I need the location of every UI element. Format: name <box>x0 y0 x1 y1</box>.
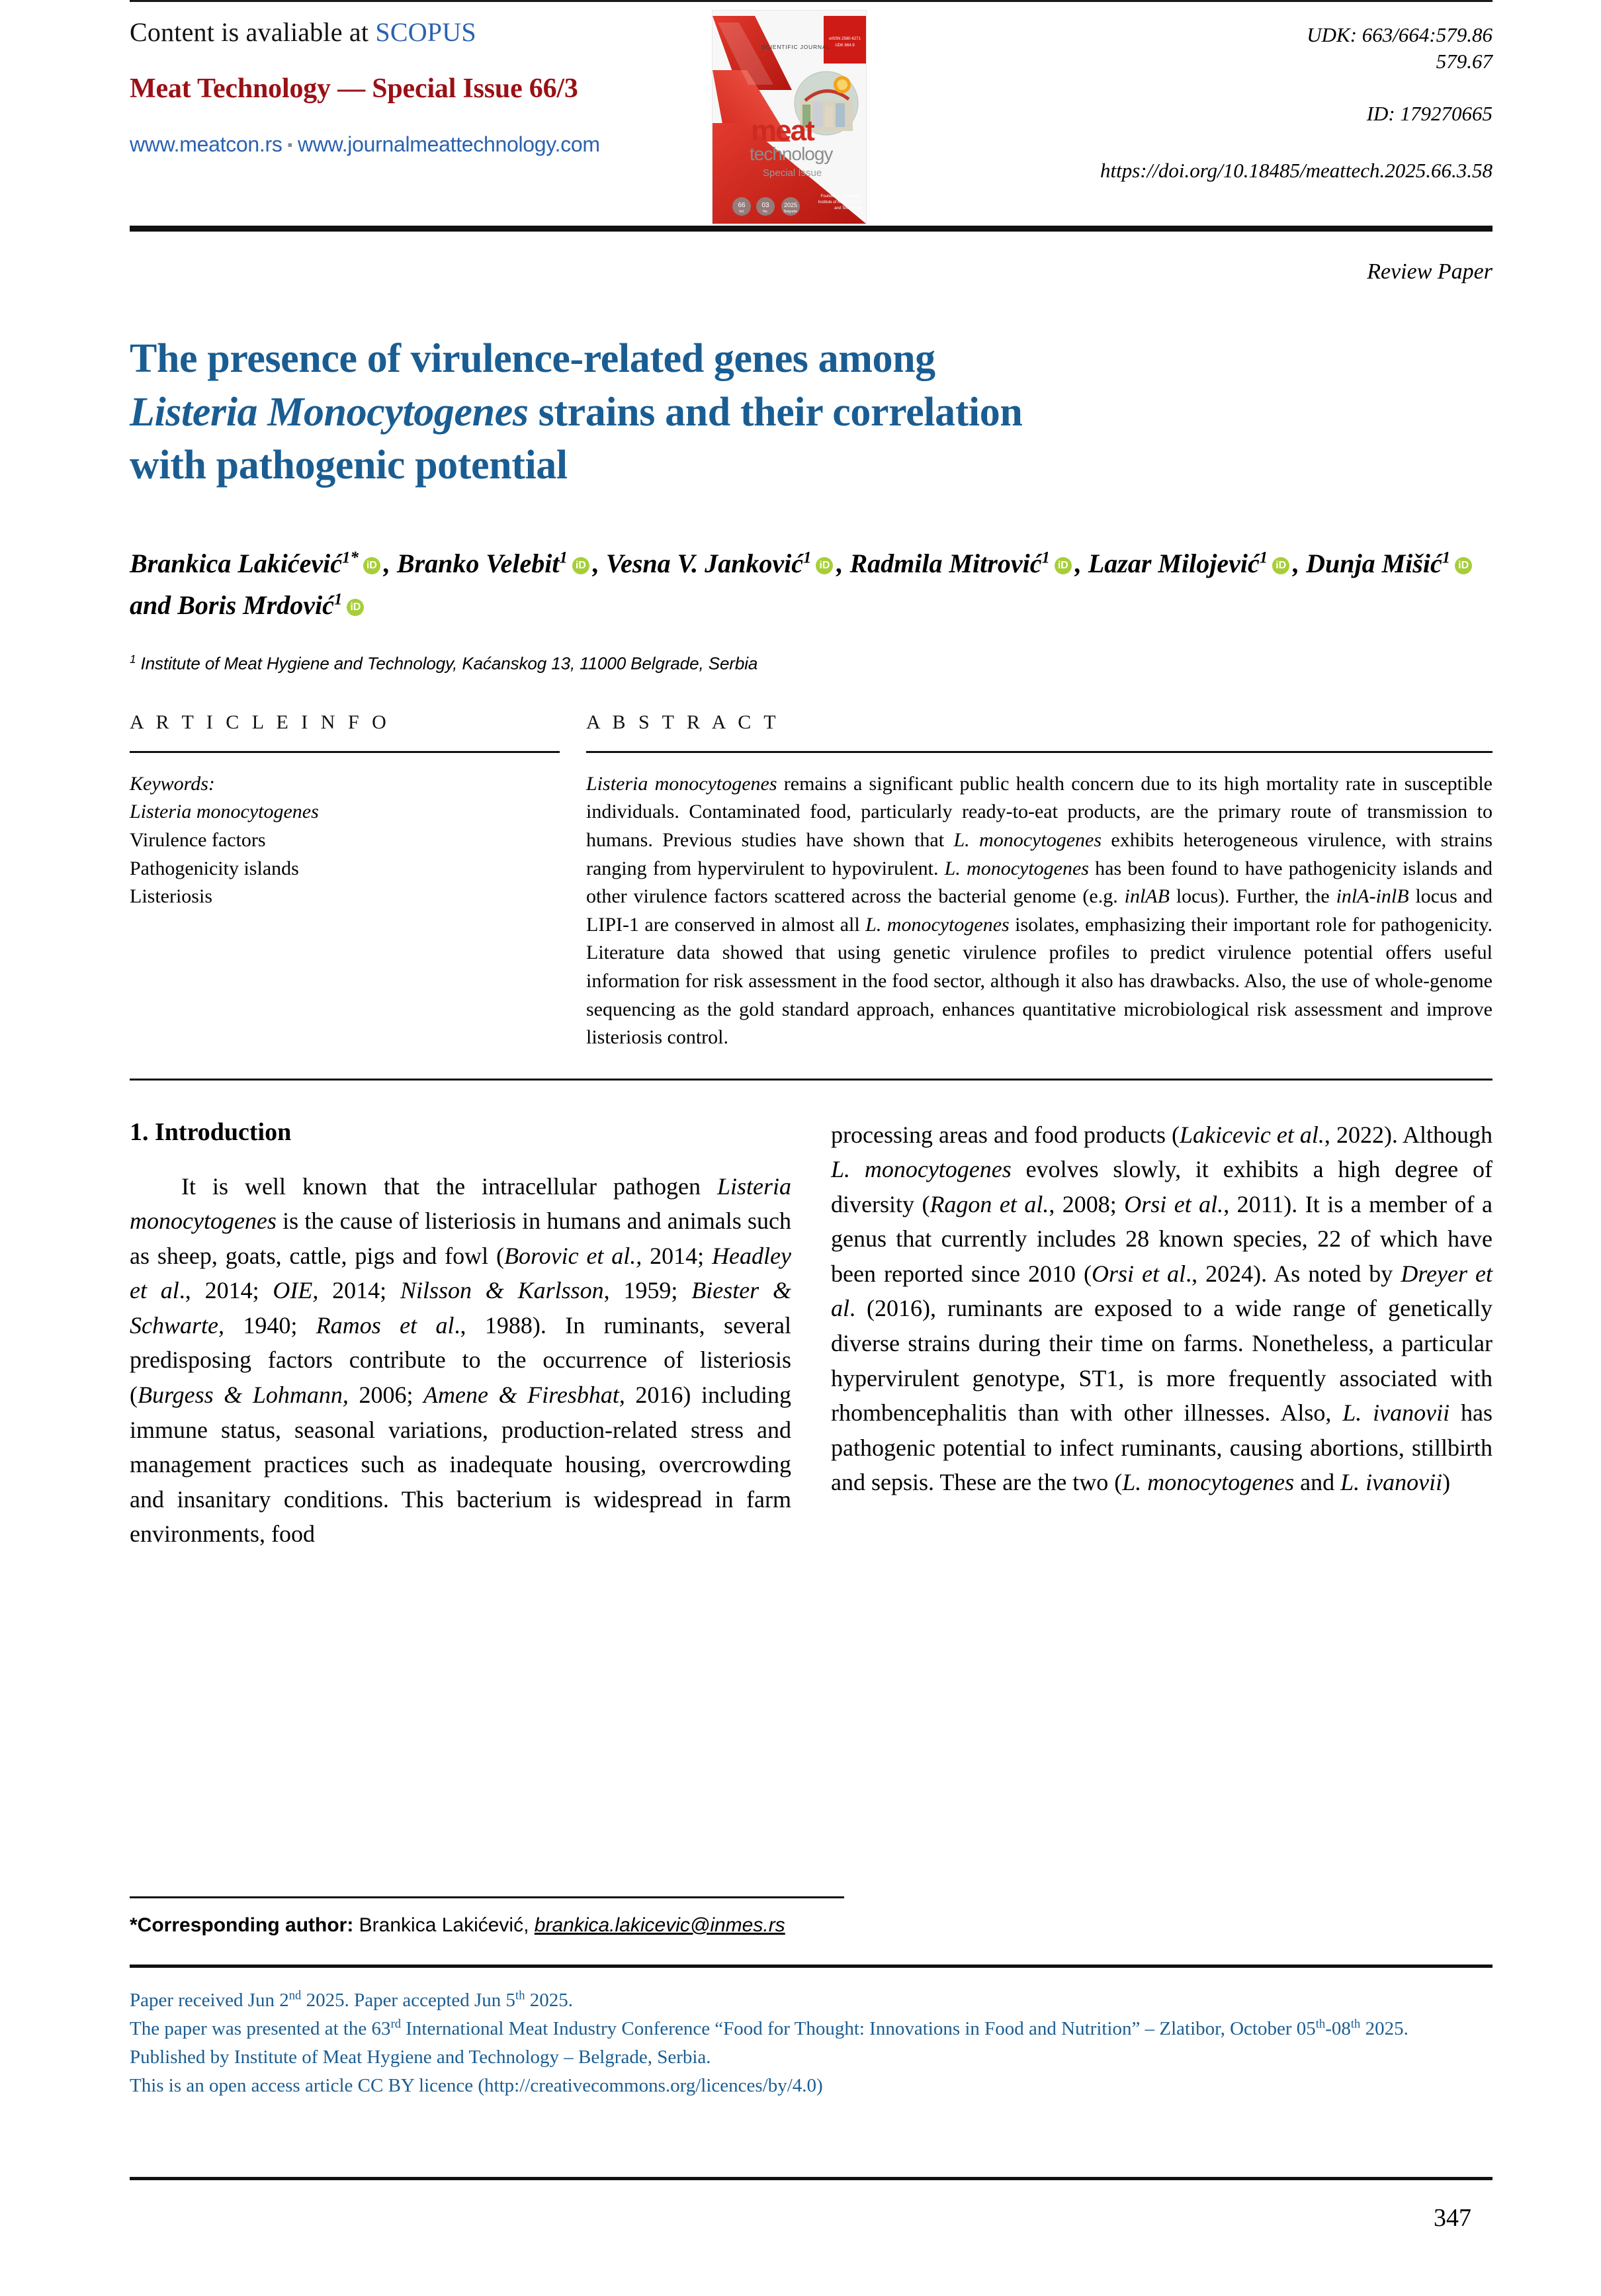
article-info-rule <box>130 751 560 753</box>
footnote-publisher: Published by Institute of Meat Hygiene and Technology – Belgrade, Serbia. <box>130 2046 711 2068</box>
corresponding-author-email[interactable]: brankica.lakicevic@inmes.rs <box>534 1914 785 1936</box>
title-line-2-rest: strains and their correlation <box>528 389 1023 435</box>
svg-text:Belgrade: Belgrade <box>783 210 798 214</box>
orcid-icon[interactable]: iD <box>1272 557 1289 574</box>
title-species-italic: Listeria Monocytogenes <box>130 389 529 435</box>
svg-text:No.: No. <box>763 210 768 214</box>
abstract-block-bottom-rule <box>130 1079 1493 1081</box>
body-column-left <box>130 1118 791 1552</box>
footnote-middle-rule <box>130 1965 1493 1968</box>
footnote-licence: This is an open access article CC BY licence (http://creativecommons.org/licences/by/4.0) <box>130 2074 823 2096</box>
svg-text:SCIENTIFIC JOURNAL: SCIENTIFIC JOURNAL <box>761 44 830 50</box>
content-available-label: Content is avaliable at <box>130 17 376 47</box>
orcid-icon[interactable]: iD <box>572 557 589 574</box>
author-sep: , <box>1293 548 1307 578</box>
author-sep: and <box>130 590 178 620</box>
author-sup: 1 <box>1259 549 1268 567</box>
udk-line-1: UDK: 663/664:579.86 <box>1307 23 1493 46</box>
footnote-conference: The paper was presented at the 63rd International Meat Industry Conference “Food for Thought: Innovations in Food and Nutrition” – Zlatibor, October 05th-08th 2025. <box>130 2017 1408 2039</box>
page-title <box>130 332 1493 492</box>
author-name: Boris Mrdović <box>177 590 334 620</box>
author-name: Dunja Mišić <box>1306 548 1442 578</box>
udk-block <box>897 22 1493 74</box>
doi-link[interactable]: https://doi.org/10.18485/meattech.2025.66.3.58 <box>1100 159 1493 183</box>
svg-text:technology: technology <box>750 144 833 164</box>
svg-text:UDK 664.9: UDK 664.9 <box>835 44 855 48</box>
keyword-item: Listeriosis <box>130 885 212 908</box>
orcid-icon[interactable]: iD <box>347 599 364 616</box>
url-journalmeattechnology[interactable]: www.journalmeattechnology.com <box>298 132 600 156</box>
page-content <box>130 0 1493 1552</box>
corresponding-author-line <box>130 1914 1493 1937</box>
footnote-received-accepted: Paper received Jun 2nd 2025. Paper accepted Jun 5th 2025. <box>130 1988 573 2011</box>
author-list <box>130 543 1493 626</box>
author-sup: 1* <box>342 549 359 567</box>
orcid-icon[interactable]: iD <box>816 557 833 574</box>
svg-text:Special Issue: Special Issue <box>763 167 822 179</box>
keywords-heading: Keywords: <box>130 772 215 795</box>
svg-text:and Technology: and Technology <box>834 206 862 210</box>
intro-paragraph-right: processing areas and food products (Lakicevic et al., 2022). Although L. monocytogenes evolves slowly, it exhibits a high degree of diversity (Ragon et al., 2008; Orsi et al., 2011). It is a member of a genus that currently includes 28 known species, 22 of which have been reported since 2010 (Orsi et al., 2024). As noted by Dreyer et al. (2016), ruminants are exposed to a wide range of genetically diverse strains during their time on farms. Nonetheless, a particular hypervirulent genotype, ST1, is more frequently associated with rhombencephalitis than with other illnesses. Also, L. ivanovii has pathogenic potential to infect ruminants, causing abortions, stillbirth and sepsis. These are the two (L. monocytogenes and L. ivanovii) <box>831 1121 1493 1496</box>
svg-text:eISSN 2560-6271: eISSN 2560-6271 <box>829 37 861 41</box>
title-line-1: The presence of virulence-related genes among <box>130 336 935 381</box>
footnote-top-rule <box>130 1896 844 1898</box>
udk-line-2: 579.67 <box>1436 49 1493 73</box>
svg-text:meat: meat <box>751 114 814 147</box>
svg-text:66: 66 <box>738 202 746 209</box>
svg-text:03: 03 <box>761 202 769 209</box>
author-name: Branko Velebit <box>396 548 560 578</box>
journal-urls <box>130 132 712 157</box>
corresponding-author-name: Brankica Lakićević, <box>353 1914 535 1936</box>
author-entry <box>606 549 850 578</box>
affiliation <box>130 652 1493 674</box>
masthead-right <box>897 22 1493 183</box>
section-heading-introduction: 1. Introduction <box>130 1118 292 1146</box>
paper-type-label: Review Paper <box>1367 259 1493 284</box>
article-info-heading: A R T I C L E I N F O <box>130 711 390 733</box>
svg-text:Founder and Publisher:: Founder and Publisher: <box>820 195 862 199</box>
abstract-rule <box>586 751 1493 753</box>
orcid-icon[interactable]: iD <box>1455 557 1472 574</box>
author-entry <box>1088 549 1306 578</box>
url-separator-icon: ▪ <box>287 136 293 153</box>
keyword-item: Listeria monocytogenes <box>130 801 319 823</box>
masthead <box>130 2 1493 226</box>
affiliation-text: Institute of Meat Hygiene and Technology, Kaćanskog 13, 11000 Belgrade, Serbia <box>136 653 758 674</box>
orcid-icon[interactable]: iD <box>363 557 380 574</box>
keyword-item: Virulence factors <box>130 829 266 851</box>
author-entry <box>177 590 367 620</box>
svg-text:Institute of Meat Hygiene: Institute of Meat Hygiene <box>818 200 862 204</box>
journal-title: Meat Technology — Special Issue 66/3 <box>130 73 578 104</box>
abstract-heading: A B S T R A C T <box>586 711 780 733</box>
scopus-link[interactable]: SCOPUS <box>375 17 476 47</box>
intro-paragraph-left: It is well known that the intracellular pathogen Listeria monocytogenes is the cause of listeriosis in humans and animals such as sheep, goats, cattle, pigs and fowl (Borovic et al., 2014; Headley et al., 2014; OIE, 2014; Nilsson & Karlsson, 1959; Biester & Schwarte, 1940; Ramos et al., 1988). In ruminants, several predisposing factors contribute to the occurrence of listeriosis (Burgess & Lohmann, 2006; Amene & Firesbhat, 2016) including immune status, seasonal variations, production-related stress and management practices such as inadequate housing, overcrowding and insanitary conditions. This bacterium is widespread in farm environments, food <box>130 1172 791 1548</box>
author-name: Lazar Milojević <box>1088 548 1260 578</box>
author-sup: 1 <box>559 549 568 567</box>
author-sep: , <box>383 548 397 578</box>
title-line-3: with pathogenic potential <box>130 443 568 488</box>
body-columns <box>130 1118 1493 1552</box>
author-entry <box>130 549 397 578</box>
article-info-abstract-block <box>130 711 1493 1052</box>
keywords-list <box>130 770 560 911</box>
author-name: Brankica Lakićević <box>130 548 343 578</box>
keyword-item: Pathogenicity islands <box>130 857 299 879</box>
footnote-area <box>130 1896 1493 2100</box>
author-sup: 1 <box>1041 549 1050 567</box>
abstract-column <box>586 711 1493 1052</box>
corresponding-author-label: *Corresponding author: <box>130 1914 354 1936</box>
masthead-left <box>130 17 712 157</box>
article-info-column <box>130 711 586 1052</box>
article-id: ID: 179270665 <box>1366 102 1493 126</box>
affiliation-sup: 1 <box>130 652 136 666</box>
url-meatcon[interactable]: www.meatcon.rs <box>130 132 282 156</box>
author-sep: , <box>592 548 606 578</box>
author-sep: , <box>836 548 850 578</box>
author-sup: 1 <box>1442 549 1451 567</box>
author-sep: , <box>1074 548 1088 578</box>
journal-cover-thumbnail <box>712 10 867 224</box>
masthead-bottom-rule <box>130 226 1493 232</box>
svg-text:2025: 2025 <box>783 202 798 208</box>
footnote-list <box>130 1986 1493 2100</box>
author-entry <box>397 549 606 578</box>
author-name: Vesna V. Janković <box>605 548 804 578</box>
content-available-line <box>130 17 712 48</box>
page-number: 347 <box>1434 2204 1471 2232</box>
author-name: Radmila Mitrović <box>849 548 1042 578</box>
author-entry <box>849 549 1088 578</box>
svg-text:Vol.: Vol. <box>738 210 745 214</box>
body-column-right <box>831 1118 1493 1552</box>
page-bottom-rule <box>130 2177 1493 2180</box>
abstract-text: Listeria monocytogenes remains a significant public health concern due to its high mortality rate in susceptible individuals. Contaminated food, particularly ready-to-eat products, are the primary route of transmission to humans. Previous studies have shown that L. monocytogenes exhibits heterogeneous virulence, with strains ranging from hypervirulent to hypovirulent. L. monocytogenes has been found to have pathogenicity islands and other virulence factors scattered across the bacterial genome (e.g. inlAB locus). Further, the inlA-inlB locus and LIPI-1 are conserved in almost all L. monocytogenes isolates, emphasizing their important role for pathogenicity. Literature data showed that using genetic virulence profiles to predict virulence potential offers useful information for risk assessment in the food sector, although it also has drawbacks. Also, the use of whole-genome sequencing as the gold standard approach, enhances quantitative microbiological risk assessment and improve listeriosis control. <box>586 772 1493 1049</box>
author-sup: 1 <box>333 590 343 609</box>
orcid-icon[interactable]: iD <box>1055 557 1072 574</box>
author-sup: 1 <box>803 549 812 567</box>
